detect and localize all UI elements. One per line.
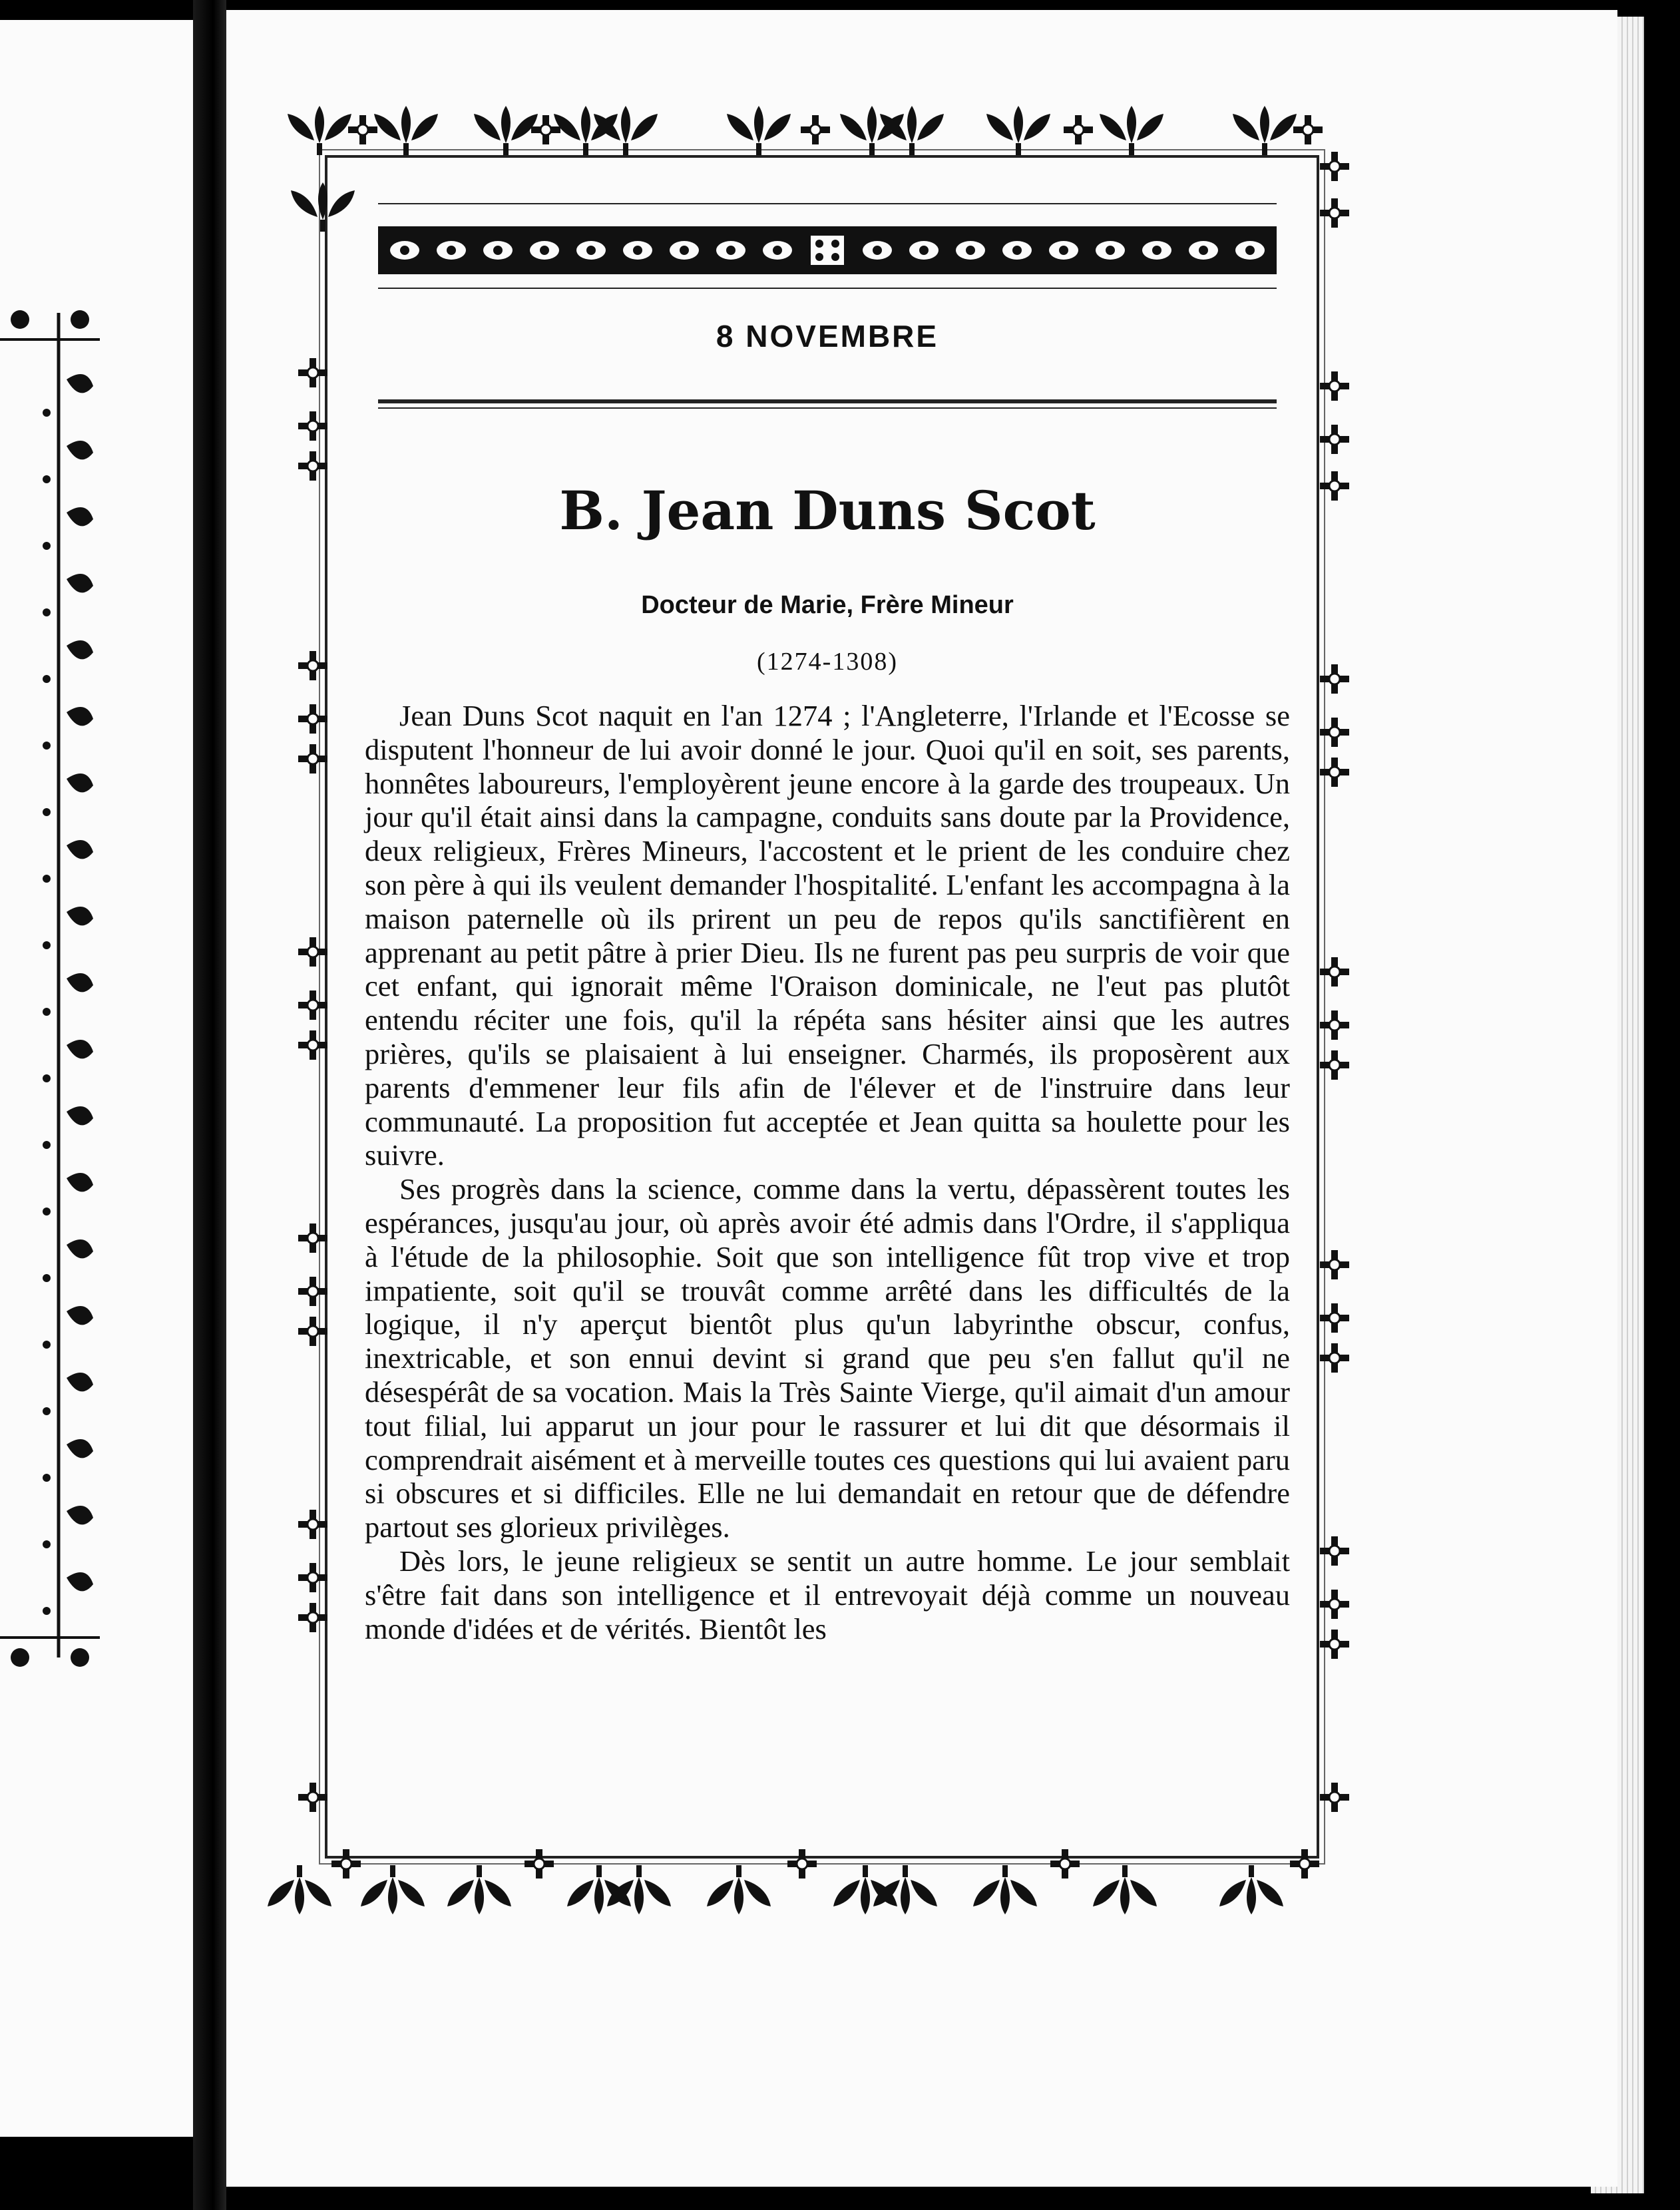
paragraph: Ses progrès dans la science, comme dans la vertu, dépassèrent toutes les espérances, jusqu'au jour, où après avoir été admis dans l'Ordre, il s'appliqua à l'étude de la philosophie. Soit que son intelligence fût trop vive et trop impatiente, soit qu'il se trouvât comme arrêté dans les difficultés de la logique, il n'y aperçut bientôt plus qu'un labyrinthe obscur, confus, inextricable, et son ennui devint si grand que peu s'en fallut qu'il ne désespérât de sa vocation. Mais la Très Sainte Vierge, qu'il aimait d'un amour tout filial, lui apparut un jour pour le rassurer et lui dit que désormais il comprendrait aisément et à merveille toutes ces questions qui lui avaient paru si obscures et si difficiles. Elle ne lui demandait en retour que de défendre partout ses glorieux privilèges. bbox=[365, 1172, 1290, 1544]
left-side-ornaments bbox=[291, 182, 355, 1812]
date-thick-rule bbox=[378, 399, 1277, 403]
life-years: (1274-1308) bbox=[757, 648, 898, 676]
decorative-band bbox=[378, 226, 1277, 274]
date-thin-rule bbox=[378, 407, 1277, 409]
top-ornament-row bbox=[288, 106, 1323, 155]
page-content bbox=[365, 166, 1290, 1831]
paragraph: Jean Duns Scot naquit en l'an 1274 ; l'Angleterre, l'Irlande et l'Ecosse se disputent l'honneur de lui avoir donné le jour. Quoi qu'il en soit, ses parents, honnêtes laboureurs, l'employèrent jeune encore à la garde des troupeaux. Un jour qu'il était ainsi dans la campagne, conduits sans doute par la Providence, deux religieux, Frères Mineurs, l'accostent et le prient de les conduire chez son père à qui ils veulent demander l'hospitalité. L'enfant les accompagna à la maison paternelle où ils prirent un peu de repos qu'ils sanctifièrent en apprenant au petit pâtre à prier Dieu. Ils ne furent pas peu surpris de voir que cet enfant, qui ignorait même l'Oraison dominicale, ne l'eut pas plutôt entendu réciter une fois, qu'il la répéta sans hésiter ainsi que les autres prières, qu'ils se plaisaient à lui enseigner. Charmés, ils proposèrent aux parents d'emmener leur fils afin de l'élever et de l'instruire dans leur communauté. La proposition fut acceptée et Jean quitta sa houlette pour les suivre. bbox=[365, 699, 1290, 1172]
calendar-date: 8 NOVEMBRE bbox=[716, 319, 939, 353]
article-subtitle: Docteur de Marie, Frère Mineur bbox=[641, 591, 1014, 619]
bottom-ornament-row bbox=[268, 1849, 1319, 1914]
article-title: B. Jean Duns Scot bbox=[559, 479, 1096, 542]
top-thin-rule bbox=[378, 203, 1277, 204]
article-body bbox=[365, 699, 1290, 1646]
band-lower-rule bbox=[378, 288, 1277, 289]
paragraph: Dès lors, le jeune religieux se sentit un autre homme. Le jour semblait s'être fait dans son intelligence et il entrevoyait déjà comme un nouveau monde d'idées et de vérités. Bientôt les bbox=[365, 1544, 1290, 1646]
